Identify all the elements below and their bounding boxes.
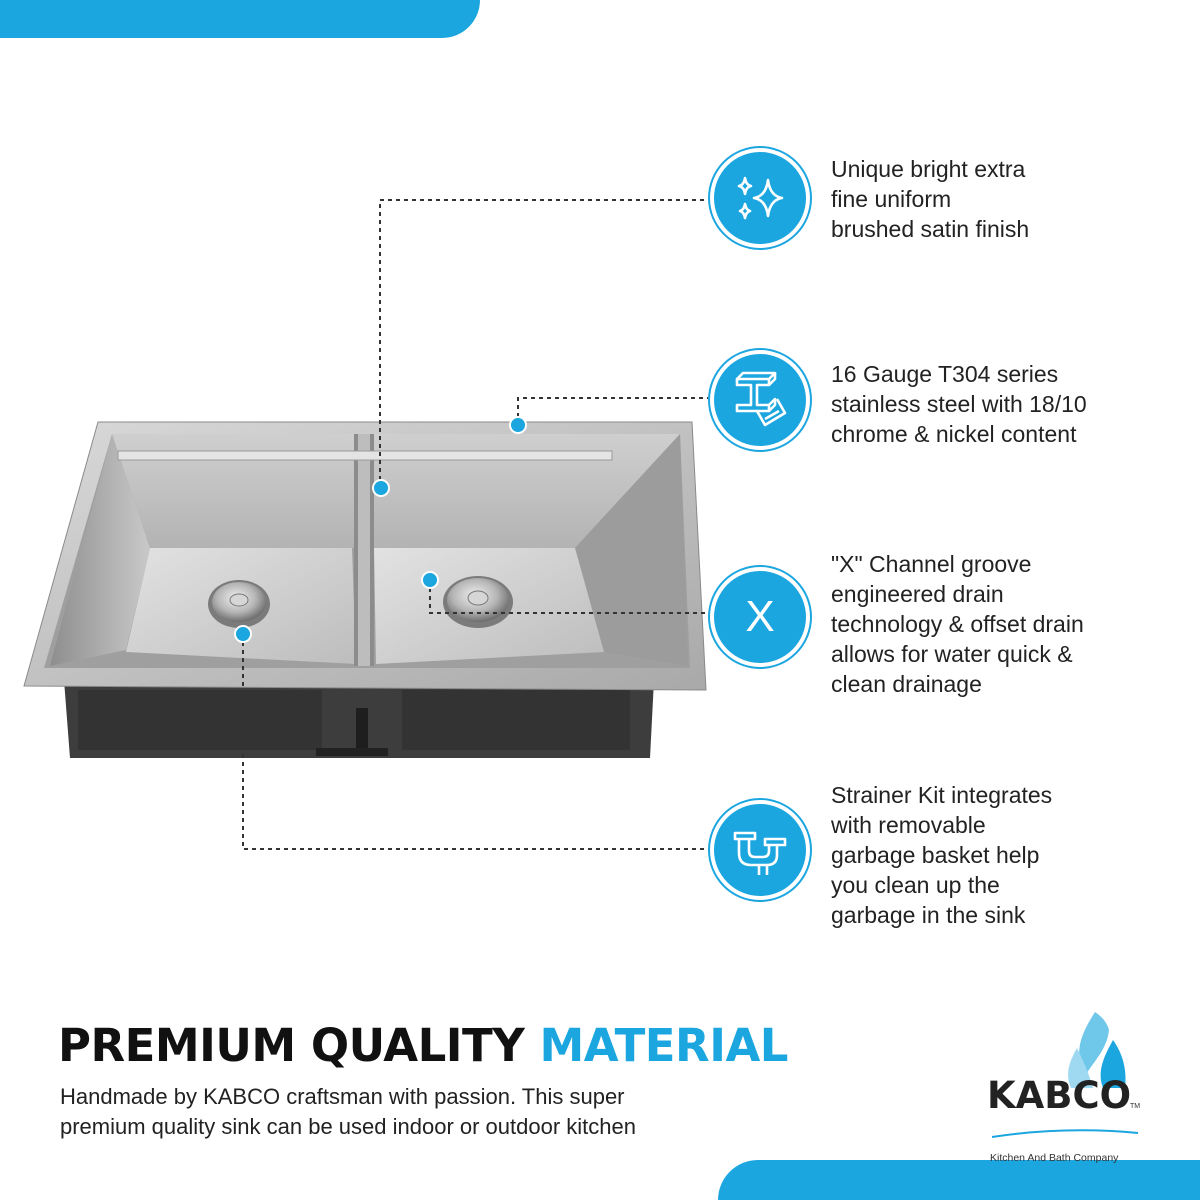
logo-underline-swoosh [990, 1128, 1140, 1142]
feature-steel-text: 16 Gauge T304 series stainless steel with 18/10 chrome & nickel content [831, 361, 1087, 447]
sparkle-icon [714, 152, 806, 244]
steel-beam-icon [714, 354, 806, 446]
logo-wordmark: KABCO [987, 1074, 1132, 1117]
page-heading [58, 1019, 788, 1072]
drain-pipe-icon [714, 804, 806, 896]
x-channel-icon [714, 571, 806, 663]
logo-trademark: TM [1130, 1103, 1141, 1110]
feature-finish-text: Unique bright extra fine uniform brushed satin finish [831, 156, 1030, 242]
heading-part1: PREMIUM QUALITY [58, 1019, 540, 1072]
x-channel-icon-label: X [745, 592, 775, 641]
feature-strainer-text: Strainer Kit integrates with removable garbage basket help you clean up the garbage in the sink [831, 782, 1053, 928]
feature-x-channel-text: "X" Channel groove engineered drain technology & offset drain allows for water quick & clean drainage [831, 551, 1084, 697]
logo-tagline: Kitchen And Bath Company [990, 1152, 1119, 1164]
description: Handmade by KABCO craftsman with passion. This super premium quality sink can be used indoor or outdoor kitchen [60, 1084, 636, 1139]
heading-accent: MATERIAL [539, 1019, 788, 1072]
